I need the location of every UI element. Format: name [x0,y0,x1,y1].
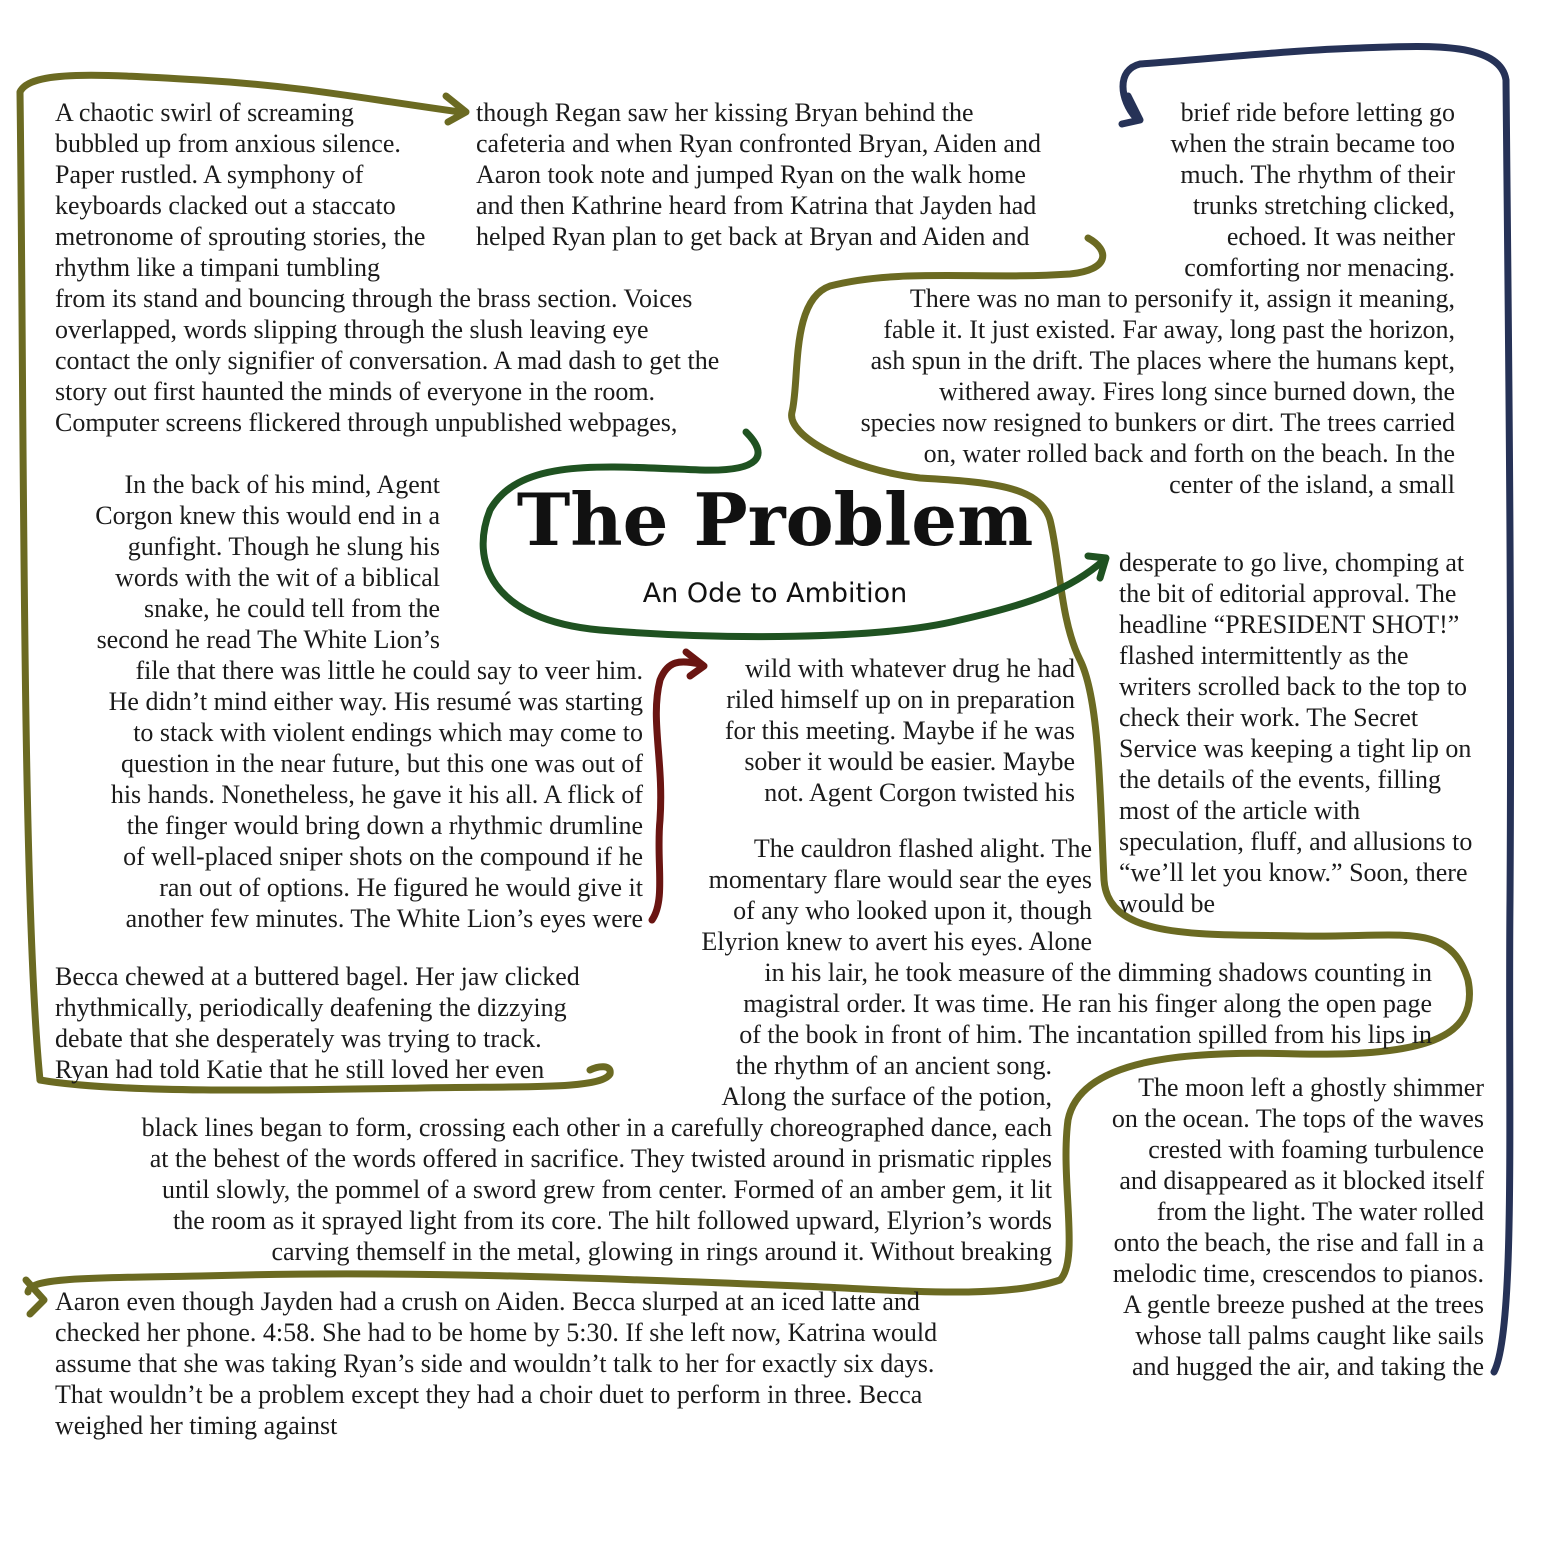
text-line: Along the surface of the potion, [721,1082,1052,1111]
olive-arrowhead-1 [446,96,466,122]
text-line: on, water rolled back and forth on the beach. In the [923,439,1455,468]
text-line: He didn’t mind either way. His resumé was starting [108,687,643,716]
text-line: weighed her timing against [55,1411,338,1440]
text-line: words with the wit of a biblical [115,563,440,592]
text-line: riled himself up on in preparation [726,685,1075,714]
text-line: on the ocean. The tops of the waves [1111,1104,1484,1133]
text-line: withered away. Fires long since burned down, the [938,377,1455,406]
page-title: The Problem [516,477,1034,562]
text-line: species now resigned to bunkers or dirt. The trees carried [860,408,1455,437]
text-line: story out first haunted the minds of everyone in the room. [55,377,656,406]
text-line: of the book in front of him. The incantation spilled from his lips in [739,1020,1432,1049]
text-line: The cauldron flashed alight. The [753,834,1092,863]
text-line: contact the only signifier of conversation. A mad dash to get the [55,346,720,375]
text-line: sober it would be easier. Maybe [744,747,1075,776]
text-line: overlapped, words slipping through the slush leaving eye [55,315,649,344]
text-line: cafeteria and when Ryan confronted Bryan, Aiden and [476,129,1041,158]
text-line: ran out of options. He figured he would give it [159,873,643,902]
text-line: whose tall palms caught like sails [1135,1321,1484,1350]
text-line: file that there was little he could say to veer him. [135,656,643,685]
text-line: crested with foaming turbulence [1148,1135,1484,1164]
text-line: brief ride before letting go [1180,98,1455,127]
text-line: snake, he could tell from the [143,594,440,623]
text-line: not. Agent Corgon twisted his [764,778,1075,807]
text-line: from the light. The water rolled [1156,1197,1484,1226]
text-line: desperate to go live, chomping at [1119,548,1465,577]
text-line: and hugged the air, and taking the [1131,1352,1484,1381]
olive-arrowhead-2 [26,1280,44,1314]
text-line: his hands. Nonetheless, he gave it his all. A flick of [110,780,643,809]
text-line: headline “PRESIDENT SHOT!” [1119,610,1460,639]
text-line: Elyrion knew to avert his eyes. Alone [701,927,1092,956]
text-line: comforting nor menacing. [1184,253,1455,282]
text-line: momentary flare would sear the eyes [708,865,1092,894]
text-line: for this meeting. Maybe if he was [724,716,1075,745]
text-line: and disappeared as it blocked itself [1119,1166,1484,1195]
text-line: the details of the events, filling [1119,765,1442,794]
text-line: helped Ryan plan to get back at Bryan and Aiden and [476,222,1030,251]
text-line: echoed. It was neither [1226,222,1455,251]
text-line: That wouldn’t be a problem except they had a choir duet to perform in three. Becca [55,1380,923,1409]
text-line: black lines began to form, crossing each other in a carefully choreographed dance, each [141,1113,1052,1142]
text-line: “we’ll let you know.” Soon, there [1119,858,1468,887]
text-line: rhythm like a timpani tumbling [55,253,380,282]
text-line: metronome of sprouting stories, the [55,222,426,251]
text-line: trunks stretching clicked, [1192,191,1455,220]
text-line: Aaron took note and jumped Ryan on the walk home [476,160,1026,189]
text-line: rhythmically, periodically deafening the dizzying [55,993,567,1022]
text-line: at the behest of the words offered in sacrifice. They twisted around in prismatic ripples [149,1144,1052,1173]
text-line: A chaotic swirl of screaming [55,98,354,127]
text-line: though Regan saw her kissing Bryan behind the [476,98,974,127]
text-line: speculation, fluff, and allusions to [1119,827,1473,856]
text-line: keyboards clacked out a staccato [55,191,396,220]
text-line: Service was keeping a tight lip on [1119,734,1472,763]
text-line: Ryan had told Katie that he still loved her even [55,1055,545,1084]
text-line: onto the beach, the rise and fall in a [1113,1228,1484,1257]
text-line: melodic time, crescendos to pianos. [1112,1259,1484,1288]
text-line: fable it. It just existed. Far away, long past the horizon, [883,315,1455,344]
text-line: in his lair, he took measure of the dimming shadows counting in [764,958,1432,987]
text-line: much. The rhythm of their [1180,160,1455,189]
text-line: There was no man to personify it, assign it meaning, [909,284,1455,313]
text-line: would be [1119,889,1216,918]
text-line: Paper rustled. A symphony of [55,160,364,189]
text-line: writers scrolled back to the top to [1119,672,1468,701]
text-line: checked her phone. 4:58. She had to be home by 5:30. If she left now, Katrina would [55,1318,938,1347]
text-line: until slowly, the pommel of a sword grew from center. Formed of an amber gem, it lit [161,1175,1052,1204]
text-line: wild with whatever drug he had [745,654,1075,683]
text-line: the finger would bring down a rhythmic drumline [126,811,643,840]
text-line: from its stand and bouncing through the brass section. Voices [55,284,693,313]
text-line: Aaron even though Jayden had a crush on Aiden. Becca slurped at an iced latte and [55,1287,920,1316]
text-line: check their work. The Secret [1119,703,1419,732]
text-line: A gentle breeze pushed at the trees [1123,1290,1484,1319]
text-line: gunfight. Though he slung his [127,532,440,561]
text-line: of any who looked upon it, though [733,896,1092,925]
text-line: most of the article with [1119,796,1361,825]
text-line: of well-placed sniper shots on the compound if he [123,842,643,871]
text-line: the rhythm of an ancient song. [735,1051,1052,1080]
text-line: another few minutes. The White Lion’s eyes were [125,904,643,933]
text-line: Becca chewed at a buttered bagel. Her jaw clicked [55,962,580,991]
text-line: center of the island, a small [1169,470,1455,499]
text-line: Computer screens flickered through unpublished webpages, [55,408,678,437]
text-line: the room as it sprayed light from its core. The hilt followed upward, Elyrion’s words [172,1206,1052,1235]
text-line: when the strain became too [1170,129,1455,158]
text-line: second he read The White Lion’s [96,625,440,654]
text-line: carving themself in the metal, glowing in rings around it. Without breaking [271,1237,1052,1266]
text-line: and then Kathrine heard from Katrina that Jayden had [476,191,1037,220]
text-line: The moon left a ghostly shimmer [1138,1073,1484,1102]
text-line: magistral order. It was time. He ran his finger along the open page [743,989,1432,1018]
text-line: ash spun in the drift. The places where the humans kept, [870,346,1455,375]
text-line: to stack with violent endings which may come to [133,718,643,747]
text-line: Corgon knew this would end in a [95,501,440,530]
text-line: flashed intermittently as the [1119,641,1409,670]
text-line: bubbled up from anxious silence. [55,129,401,158]
text-line: debate that she desperately was trying to track. [55,1024,542,1053]
text-line: assume that she was taking Ryan’s side and wouldn’t talk to her for exactly six days. [55,1349,935,1378]
text-line: the bit of editorial approval. The [1119,579,1457,608]
page-subtitle: An Ode to Ambition [642,578,908,609]
text-line: question in the near future, but this one was out of [120,749,643,778]
text-line: In the back of his mind, Agent [124,470,440,499]
